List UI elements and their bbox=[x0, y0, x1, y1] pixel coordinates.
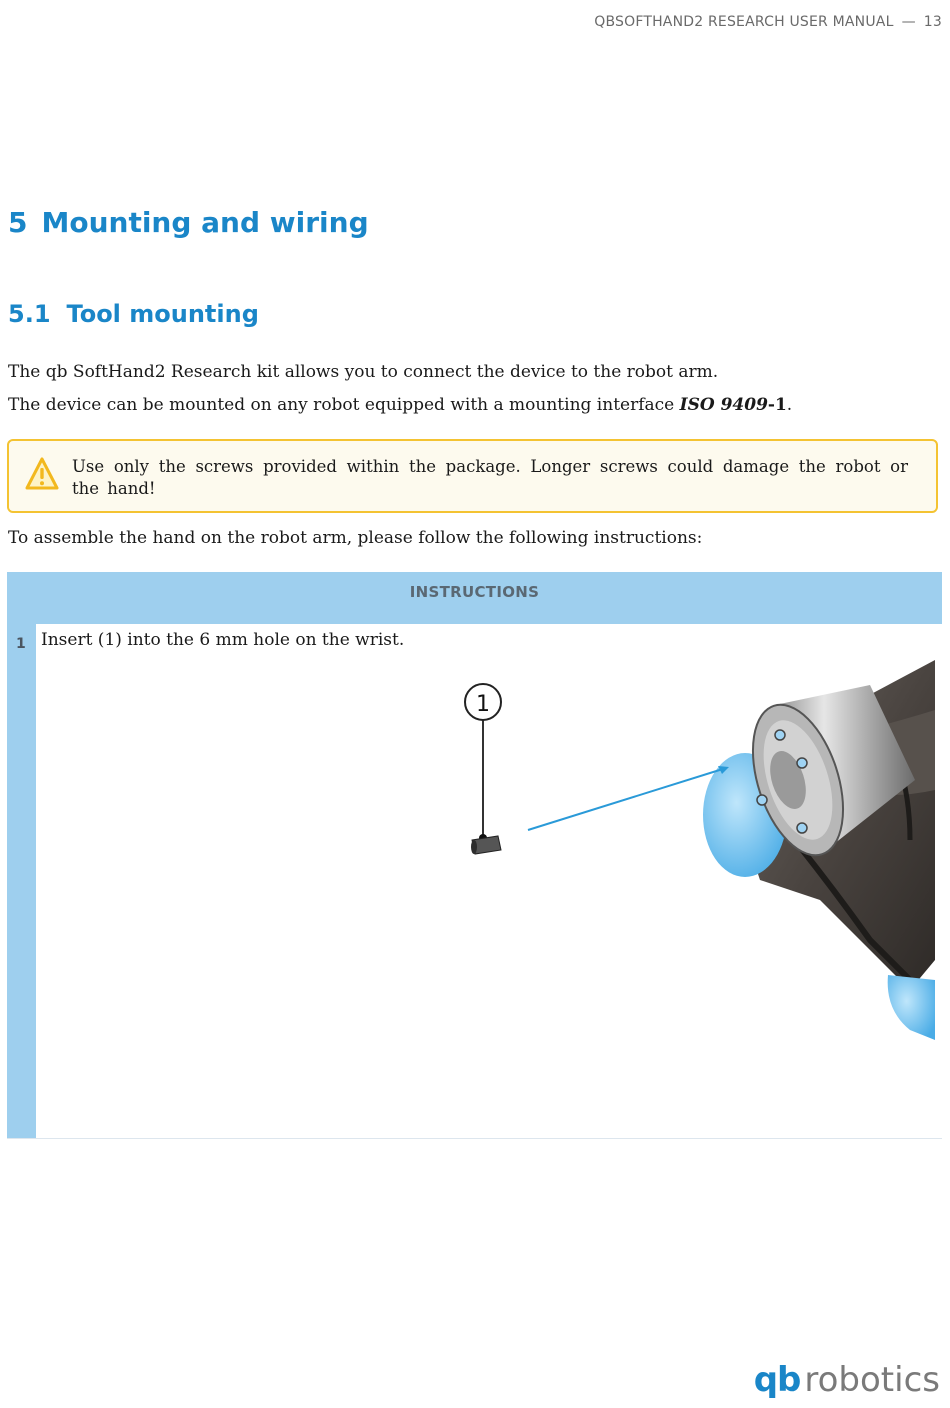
qbrobotics-logo bbox=[754, 1360, 940, 1400]
step-text: Insert (1) into the 6 mm hole on the wrist. bbox=[41, 630, 405, 650]
step-gutter bbox=[7, 624, 36, 1138]
section-heading bbox=[8, 300, 259, 328]
chapter-number: 5 bbox=[8, 206, 28, 239]
mounting-paragraph bbox=[8, 395, 792, 415]
warning-box bbox=[7, 439, 938, 513]
page-number: 13 bbox=[923, 14, 942, 30]
chapter-title: Mounting and wiring bbox=[41, 206, 369, 239]
callout-label: 1 bbox=[476, 692, 490, 717]
running-header bbox=[594, 14, 942, 30]
instructions-header-label: INSTRUCTIONS bbox=[409, 583, 540, 601]
wrist-mount-illustration bbox=[440, 640, 943, 1060]
warning-icon bbox=[25, 456, 59, 492]
logo-robotics: robotics bbox=[804, 1360, 940, 1400]
section-title: Tool mounting bbox=[66, 300, 259, 328]
assemble-paragraph: To assemble the hand on the robot arm, please follow the following instructions: bbox=[8, 528, 703, 548]
warning-text: Use only the screws provided within the package. Longer screws could damage the robot or the hand! bbox=[72, 457, 908, 498]
step-number: 1 bbox=[16, 636, 26, 652]
mounting-period: . bbox=[786, 395, 793, 415]
iso-suffix: -1 bbox=[767, 395, 787, 415]
iso-standard: ISO 9409 bbox=[679, 395, 768, 415]
logo-qb: qb bbox=[753, 1360, 801, 1400]
section-number: 5.1 bbox=[8, 300, 51, 328]
chapter-heading bbox=[8, 206, 369, 239]
instructions-header bbox=[7, 572, 942, 624]
header-separator: — bbox=[901, 14, 916, 30]
intro-paragraph: The qb SoftHand2 Research kit allows you to connect the device to the robot arm. bbox=[8, 362, 719, 382]
running-title: QBSOFTHAND2 RESEARCH USER MANUAL bbox=[594, 14, 894, 30]
mounting-text: The device can be mounted on any robot equipped with a mounting interface bbox=[8, 395, 680, 415]
